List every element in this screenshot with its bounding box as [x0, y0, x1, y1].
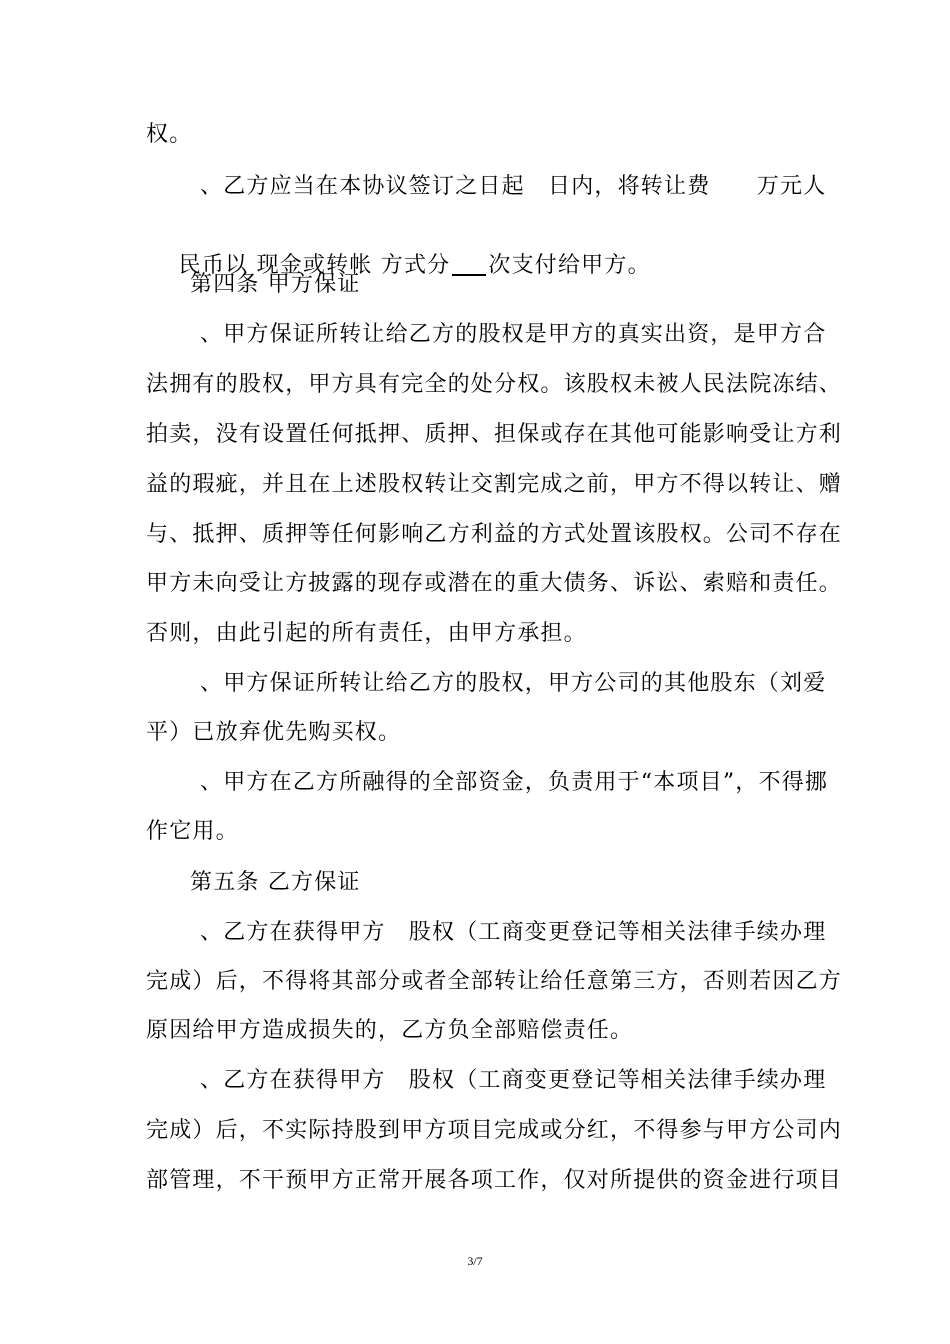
paragraph-line: 益的瑕疵，并且在上述股权转让交割完成之前，甲方不得以转让、赠	[146, 472, 843, 497]
paragraph-line: 作它用。	[146, 819, 239, 844]
page-number: 3/7	[467, 1254, 483, 1268]
paragraph-line: 权。	[146, 122, 193, 147]
paragraph-line: 、甲方保证所转让给乙方的股权，甲方公司的其他股东（刘爱	[200, 671, 827, 696]
paragraph-line: 原因给甲方造成损失的，乙方负全部赔偿责任。	[146, 1018, 634, 1043]
paragraph-line: 法拥有的股权，甲方具有完全的处分权。该股权未被人民法院冻结、	[146, 372, 843, 397]
paragraph-line: 否则，由此引起的所有责任，由甲方承担。	[146, 621, 587, 646]
paragraph-line: 部管理，不干预甲方正常开展各项工作，仅对所提供的资金进行项目	[146, 1168, 843, 1193]
paragraph-line: 、乙方在获得甲方 股权（工商变更登记等相关法律手续办理	[200, 920, 827, 945]
paragraph-line: 、甲方保证所转让给乙方的股权是甲方的真实出资，是甲方合	[200, 322, 827, 347]
section-heading: 第五条 乙方保证	[190, 870, 361, 895]
paragraph-line: 完成）后，不得将其部分或者全部转让给任意第三方，否则若因乙方	[146, 969, 843, 994]
paragraph-line: 完成）后，不实际持股到甲方项目完成或分红，不得参与甲方公司内	[146, 1118, 843, 1143]
blank-underline	[452, 252, 486, 276]
paragraph-line: 拍卖，没有设置任何抵押、质押、担保或存在其他可能影响受让方利	[146, 422, 843, 447]
paragraph-line: 、乙方在获得甲方 股权（工商变更登记等相关法律手续办理	[200, 1068, 827, 1093]
paragraph-line: 甲方未向受让方披露的现存或潜在的重大债务、诉讼、索赔和责任。	[146, 571, 843, 596]
line-segment: 次支付给甲方。	[488, 253, 651, 278]
paragraph-line: 与、抵押、质押等任何影响乙方利益的方式处置该股权。公司不存在	[146, 522, 843, 547]
paragraph-line: 平）已放弃优先购买权。	[146, 720, 402, 745]
paragraph-line: 、乙方应当在本协议签订之日起 日内，将转让费 万元人	[200, 174, 827, 199]
paragraph-line: 、甲方在乙方所融得的全部资金，负责用于“本项目”，不得挪	[200, 770, 829, 795]
section-heading: 第四条 甲方保证	[190, 272, 361, 297]
line-segment: 民币以 现金或转帐 方式分	[178, 253, 451, 278]
